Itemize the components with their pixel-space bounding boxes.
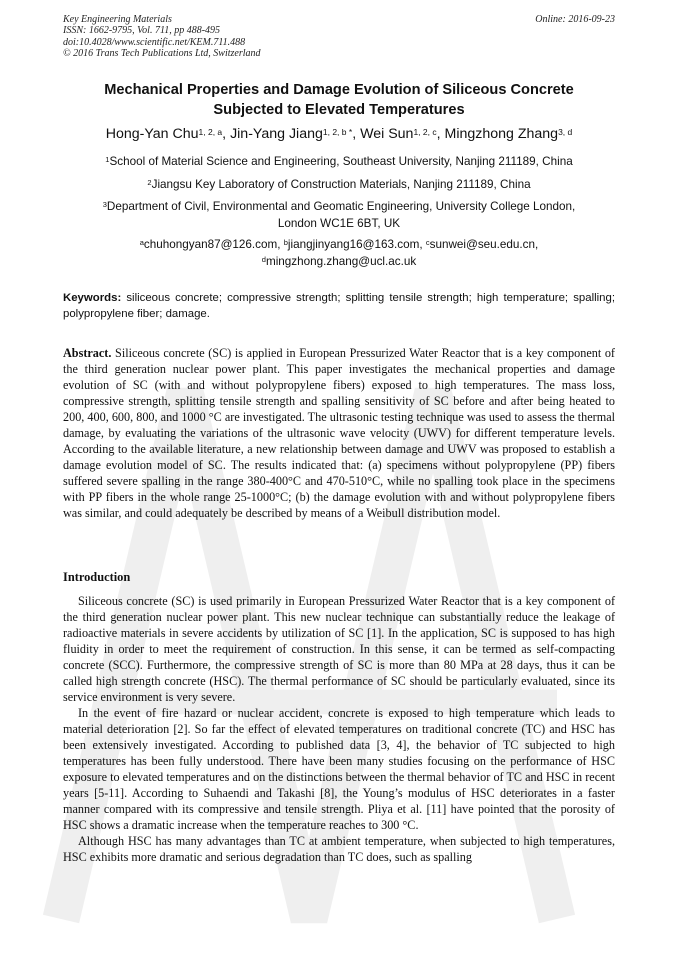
affiliation-1 [60, 153, 618, 170]
affiliation-sup: 1 [105, 155, 110, 164]
author-name: Wei Sun [360, 126, 414, 142]
paragraph: Although HSC has many advantages than TC at ambient temperature, when subjected to high temperatures, HSC exhibits more dramatic and serious degradation than TC does, such as spalling [63, 834, 615, 864]
affiliation-sup: 3 [102, 200, 107, 209]
author-affil-sup: 1, 2, a [198, 127, 223, 137]
paragraph: Siliceous concrete (SC) is used primarily in European Pressurized Water Reactor that is a key component of the third generation nuclear power plant. This new nuclear technique can substantially reduce the leakage of radioactive materials in severe accidents by utilization of SC [1]. In the application, SC is supposed to has high fluidity in order to meet the requirement of construction. In this sense, it can be termed as self-compacting concrete (SCC). Furthermore, the compressive strength of SC is more than 80 MPa at 28 days, thus it can be called high strength concrete (HSC). The thermal performance of SC should be particularly evaluated, since its service environment is very severe. [63, 594, 615, 704]
journal-name: Key Engineering Materials [63, 14, 172, 25]
email-sup: d [261, 255, 266, 264]
abstract-block [63, 345, 615, 521]
section-heading-introduction: Introduction [63, 570, 131, 584]
author-name: Hong-Yan Chu [105, 126, 199, 142]
author-affil-sup: 1, 2, c [413, 127, 437, 137]
paragraph: In the event of fire hazard or nuclear accident, concrete is exposed to high temperature which leads to material deterioration [2]. So far the effect of elevated temperatures on traditional concrete (TC) and HSC has been extensively investigated. According to published data [3, 4], the behavior of TC subjected to high temperatures has been fully understood. There have been many studies focusing on the performance of HSC exposure to elevated temperatures and on the distinctions between the thermal behavior of TC and HSC in recent years [5-11]. According to Suhaendi and Takashi [8], the Young’s modulus of HSC deteriorates in a faster manner compared with its compressive and tensile strength. Pliya et al. [11] have pointed that the porosity of HSC shows a dramatic increase when the temperature reaches to 300 °C. [63, 706, 615, 832]
introduction-body [63, 593, 615, 865]
author-sep: , [436, 126, 445, 142]
author-sep: , [222, 126, 231, 142]
keywords-label: Keywords: [63, 292, 122, 304]
affiliation-2 [60, 176, 618, 193]
email-link-b[interactable]: jiangjinyang16@163.com, [287, 238, 426, 251]
author-affil-sup: 1, 2, b * [322, 127, 353, 137]
email-sup: b [283, 238, 288, 247]
affiliation-text: Department of Civil, Environmental and Geomatic Engineering, University College London, [106, 200, 576, 213]
email-link-d[interactable]: mingzhong.zhang@ucl.ac.uk [265, 255, 417, 268]
email-sup: c [425, 238, 430, 247]
email-sup: a [139, 238, 144, 247]
author-name: Mingzhong Zhang [444, 126, 559, 142]
author-list [20, 124, 658, 144]
keywords-block [63, 290, 615, 322]
online-date: Online: 2016-09-23 [535, 14, 615, 25]
author-sep: , [352, 126, 361, 142]
keywords-text: siliceous concrete; compressive strength; splitting tensile strength; high temperature; spalling; polypropylene fiber; damage. [63, 292, 615, 320]
email-link-c[interactable]: sunwei@seu.edu.cn, [429, 238, 539, 251]
abstract-text: Siliceous concrete (SC) is applied in European Pressurized Water Reactor that is a key component of the third generation nuclear power plant. This paper investigates the mechanical properties and damage evolution of SC (with and without polypropylene fibers) exposed to high temperatures. The mass loss, compressive strength, splitting tensile strength and spalling sensitivity of SC before and after being heated to 200, 400, 600, 800, and 1000 °C are investigated. The ultrasonic testing technique was used to assess the thermal damage, by evaluating the variations of the ultrasonic wave velocity (UWV) for different temperature levels. According to the available literature, a new relationship between damage and UWV was proposed to establish a damage evolution model of SC. The results indicated that: (a) specimens without polypropylene (PP) fibers suffered severe spalling in the range 380-400°C and 470-510°C, while no spalling took place in the specimens with PP fibers in the whole range 25-1000°C; (b) the damage evolution with and without polypropylene fibers was similar, and could adequately be described by means of a Weibull distribution model. [63, 346, 615, 520]
author-name: Jin-Yang Jiang [230, 126, 323, 142]
title-line-2: Subjected to Elevated Temperatures [213, 102, 465, 118]
affiliation-text: School of Material Science and Engineering, Southeast University, Nanjing 211189, China [109, 155, 573, 168]
affiliation-sup: 2 [147, 178, 152, 187]
email-link-a[interactable]: chuhongyan87@126.com, [143, 238, 284, 251]
email-list [60, 236, 618, 270]
abstract-label: Abstract. [63, 346, 112, 360]
issn-line: ISSN: 1662-9795, Vol. 711, pp 488-495 [63, 25, 221, 37]
paper-title [40, 80, 638, 120]
journal-header [63, 14, 615, 59]
author-affil-sup: 3, d [558, 127, 573, 137]
affiliation-text: Jiangsu Key Laboratory of Construction Materials, Nanjing 211189, China [151, 178, 531, 191]
copyright-line: © 2016 Trans Tech Publications Ltd, Switzerland [63, 47, 261, 59]
affiliation-text-line-2: London WC1E 6BT, UK [277, 217, 401, 230]
doi-line: doi:10.4028/www.scientific.net/KEM.711.488 [63, 36, 246, 48]
affiliation-3 [60, 198, 618, 232]
title-line-1: Mechanical Properties and Damage Evolution of Siliceous Concrete [104, 82, 574, 98]
